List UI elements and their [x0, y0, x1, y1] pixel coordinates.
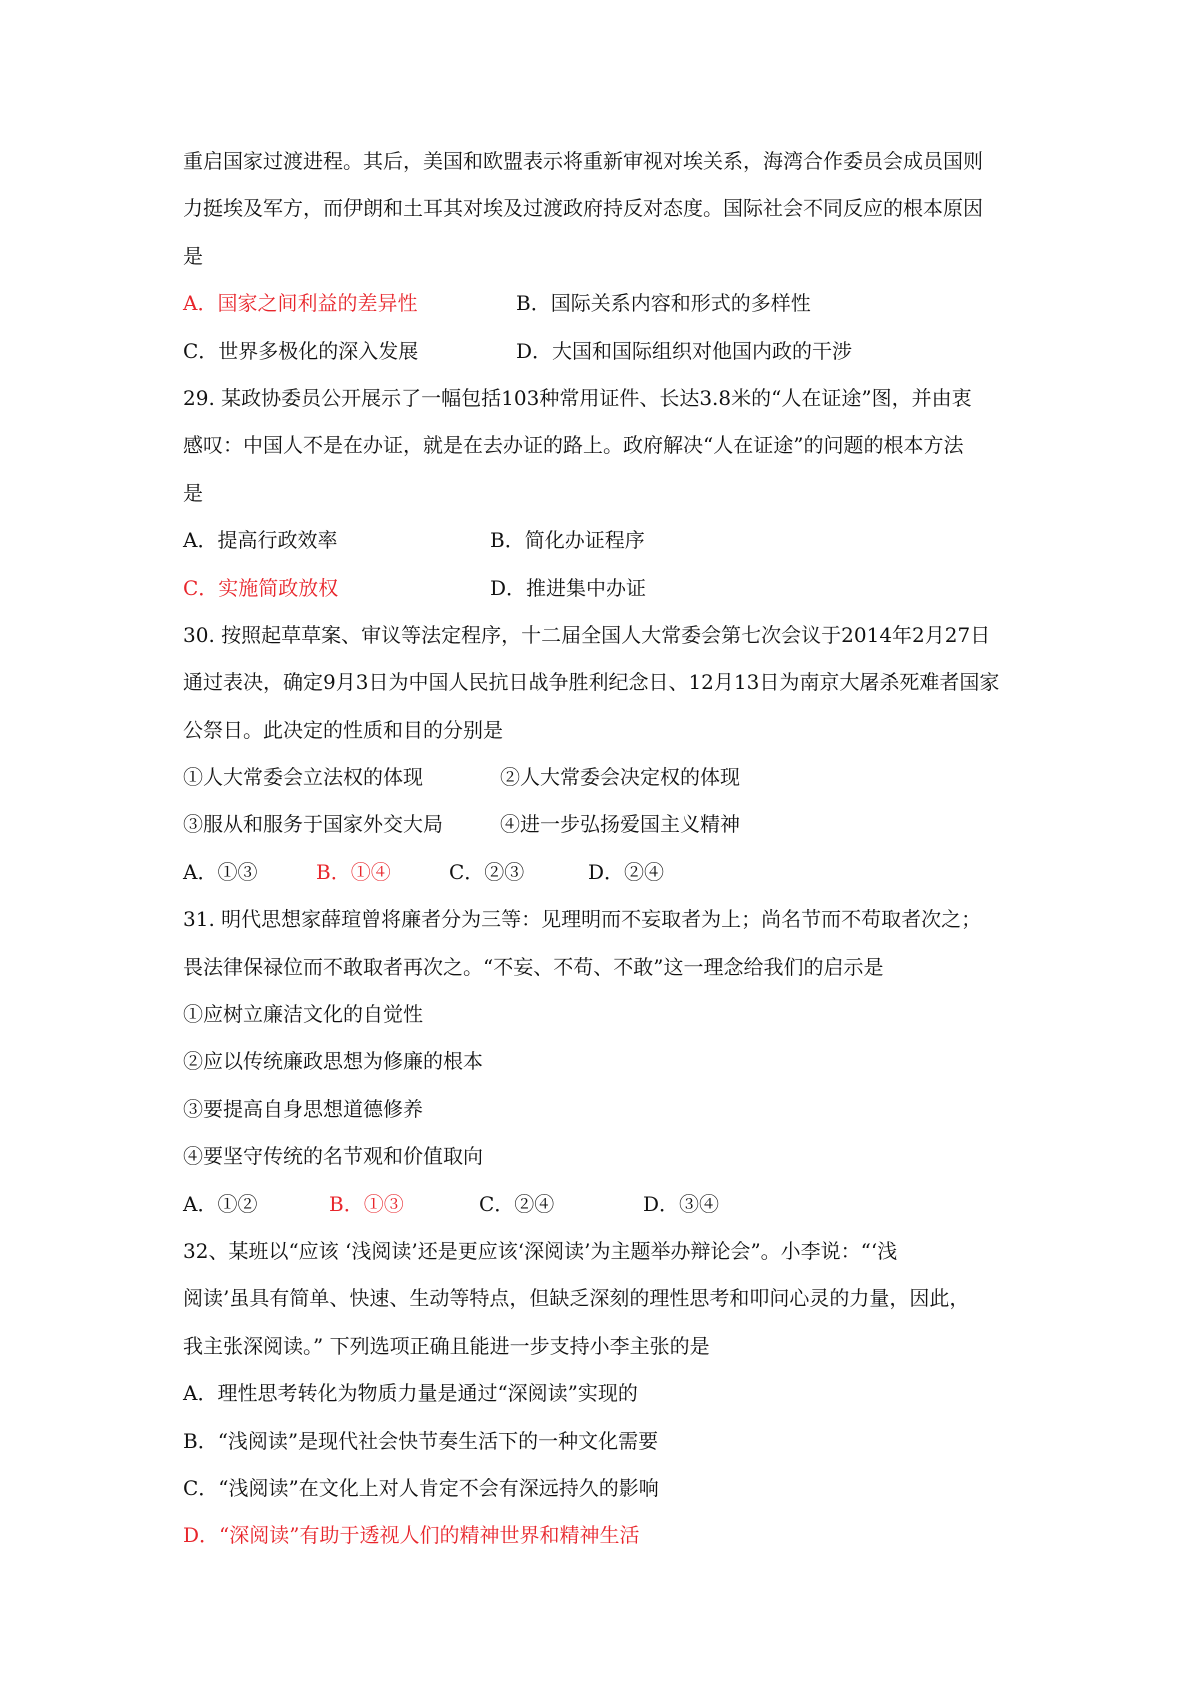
q29-stem-line: 是 — [183, 480, 203, 505]
q30-option-d: D．②④ — [588, 859, 665, 884]
q32-option-b: B．“浅阅读”是现代社会快节奏生活下的一种文化需要 — [183, 1428, 659, 1453]
q31-option-a: A．①② — [183, 1191, 258, 1216]
q30-item-4: ④进一步弘扬爱国主义精神 — [500, 812, 740, 837]
q31-item-3: ③要提高自身思想道德修养 — [183, 1096, 423, 1121]
q30-options-row — [183, 849, 1033, 896]
q31-option-c: C．②④ — [479, 1191, 555, 1216]
q28-stem-line: 重启国家过渡进程。其后，美国和欧盟表示将重新审视对埃关系，海湾合作委员会成员国则 — [183, 149, 983, 173]
q29-option-a: A．提高行政效率 — [183, 528, 338, 553]
q29-stem-line: 29. 某政协委员公开展示了一幅包括103种常用证件、长达3.8米的“人在证途”图，并由衷 — [183, 385, 972, 410]
q31-item-4: ④要坚守传统的名节观和价值取向 — [183, 1144, 483, 1169]
q29-option-c-answer: C．实施简政放权 — [183, 575, 339, 600]
q30-item-3: ③服从和服务于国家外交大局 — [183, 812, 443, 837]
exam-page — [183, 138, 1033, 1560]
q32-option-c: C．“浅阅读”在文化上对人肯定不会有深远持久的影响 — [183, 1475, 659, 1500]
q30-stem-line: 30. 按照起草草案、审议等法定程序，十二届全国人大常委会第七次会议于2014年2月27日 — [183, 622, 991, 647]
q32-stem-line: 32、某班以“应该 ‘浅阅读’还是更应该‘深阅读’为主题举办辩论会”。小李说：“‘浅 — [183, 1238, 898, 1263]
q31-options-row — [183, 1181, 1033, 1228]
q28-option-c: C．世界多极化的深入发展 — [183, 338, 419, 363]
q30-option-c: C．②③ — [449, 859, 525, 884]
q32-option-a: A．理性思考转化为物质力量是通过“深阅读”实现的 — [183, 1381, 638, 1406]
q28-option-b: B．国际关系内容和形式的多样性 — [516, 291, 811, 316]
q30-items-row-2 — [183, 801, 1033, 848]
q28-option-d: D．大国和国际组织对他国内政的干涉 — [516, 338, 853, 363]
q29-stem-line: 感叹：中国人不是在办证，就是在去办证的路上。政府解决“人在证途”的问题的根本方法 — [183, 433, 964, 458]
q30-items-row-1 — [183, 754, 1033, 801]
q31-item-1: ①应树立廉洁文化的自觉性 — [183, 1002, 423, 1027]
q31-option-d: D．③④ — [643, 1191, 720, 1216]
q29-options-row-2 — [183, 565, 1033, 612]
q29-options-row-1 — [183, 517, 1033, 564]
q30-stem-line: 通过表决，确定9月3日为中国人民抗日战争胜利纪念日、12月13日为南京大屠杀死难者国家 — [183, 670, 1000, 695]
q29-option-b: B．简化办证程序 — [490, 528, 645, 553]
q31-item-2: ②应以传统廉政思想为修廉的根本 — [183, 1049, 483, 1074]
q30-item-2: ②人大常委会决定权的体现 — [500, 765, 740, 790]
q28-options-row-1 — [183, 280, 1033, 327]
q28-stem-line: 是 — [183, 243, 203, 268]
q28-options-row-2 — [183, 328, 1033, 375]
q30-stem-line: 公祭日。此决定的性质和目的分别是 — [183, 717, 503, 742]
q28-option-a-answer: A．国家之间利益的差异性 — [183, 291, 418, 316]
q31-stem-line: 畏法律保禄位而不敢取者再次之。“不妄、不苟、不敢”这一理念给我们的启示是 — [183, 954, 884, 979]
q30-option-a: A．①③ — [183, 859, 258, 884]
q29-option-d: D．推进集中办证 — [490, 575, 647, 600]
q32-option-d-answer: D．“深阅读”有助于透视人们的精神世界和精神生活 — [183, 1523, 640, 1548]
q32-stem-line: 我主张深阅读。” 下列选项正确且能进一步支持小李主张的是 — [183, 1333, 710, 1358]
q31-option-b-answer: B．①③ — [329, 1191, 404, 1216]
q31-stem-line: 31. 明代思想家薛瑄曾将廉者分为三等：见理明而不妄取者为上；尚名节而不苟取者次之； — [183, 907, 982, 932]
q32-stem-line: 阅读’虽具有简单、快速、生动等特点，但缺乏深刻的理性思考和叩问心灵的力量，因此， — [183, 1286, 970, 1311]
q30-option-b-answer: B．①④ — [316, 859, 391, 884]
q28-stem-line: 力挺埃及军方，而伊朗和土耳其对埃及过渡政府持反对态度。国际社会不同反应的根本原因 — [183, 196, 983, 221]
q30-item-1: ①人大常委会立法权的体现 — [183, 765, 423, 790]
